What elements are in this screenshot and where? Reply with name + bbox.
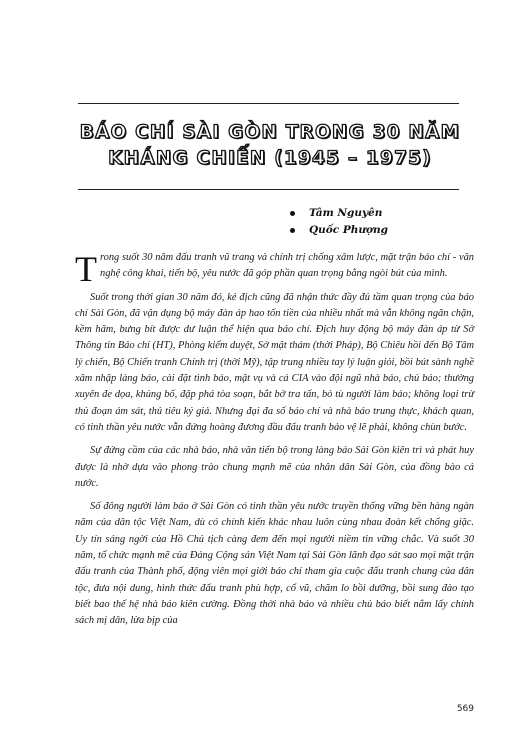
paragraph-4: Số đông người làm báo ở Sài Gòn có tinh thần yêu nước truyền thống vững bền hàng ngàn năm của dân tộc Việt Nam, dù có chính kiến khác nhau luôn cùng nhau đoàn kết chống giặc. Uy tín sáng ngời của Hồ Chủ tịch càng đem đến mọi người niềm tin vững chắc. Và suốt 30 năm, tổ chức mạnh mẽ của Đảng Cộng sản Việt Nam tại Sài Gòn lãnh đạo sát sao mọi mặt trận đấu tranh của Thành phố, động viên mọi giới báo chí tham gia cuộc đấu tranh chung của dân tộc, đưa nội dung, hình thức đấu tranh phù hợp, cổ vũ, chăm lo bồi dưỡng, bồi sung đào tạo biết bao thế hệ nhà báo kiên cường. Đồng thời nhà báo và nhiều chủ báo biết nắm lấy chính sách mị dân, lừa bịp của [75, 501, 474, 627]
article-title [70, 120, 470, 172]
paragraph-1-text: rong suốt 30 năm đấu tranh vũ trang và chính trị chống xâm lược, mặt trận báo chí - văn nghệ công khai, tiến bộ, yêu nước đã góp phần quan trọng bằng ngòi bút của mình. [100, 252, 474, 280]
bullet-icon [290, 228, 295, 233]
title-line-1: BÁO CHÍ SÀI GÒN TRONG 30 NĂM [79, 122, 461, 143]
page-number: 569 [456, 704, 474, 714]
article-body [75, 250, 474, 637]
bottom-rule [78, 189, 459, 190]
top-rule [78, 103, 459, 104]
author-item [290, 222, 388, 239]
bullet-icon [290, 211, 295, 216]
author-list [290, 205, 388, 239]
author-name: Quốc Phượng [309, 224, 388, 236]
author-name: Tâm Nguyên [309, 207, 383, 219]
author-item [290, 205, 388, 222]
paragraph-2: Suốt trong thời gian 30 năm đó, kẻ địch cũng đã nhận thức đầy đủ tầm quan trọng của báo chí Sài Gòn, đã vận dụng bộ máy đàn áp hao tốn tiền của nhiều nhất mà vẫn không ngăn chặn, kềm hãm, bưng bít được dư luận thể hiện qua báo chí. Địch huy động bộ máy đàn áp từ Sở Thông tin Báo chí (HT), Phòng kiểm duyệt, Sở mật thám (thời Pháp), Bộ Chiêu hồi đến Bộ Tâm lý chiến, Bộ Chiến tranh Chính trị (thời Mỹ), tập trung nhiều tay lý luận giỏi, bồi bút sành nghề xâm nhập làng báo, cài đặt tình báo, mật vụ và cả CIA vào đội ngũ nhà báo, chủ báo; thường xuyên đe dọa, khủng bố, đập phá tòa soạn, bắt bớ tra tấn, bỏ tù người làm báo; không loại trừ thủ đoạn ám sát, thủ tiêu ký giả. Nhưng đại đa số báo chí và nhà báo trung thực, khách quan, có tinh thần yêu nước vẫn đứng hoàng đương đầu đấu tranh bảo vệ lẽ phải, không chùn bước. [75, 291, 474, 433]
drop-cap: T [75, 249, 97, 289]
paragraph-3: Sự đứng cầm của các nhà báo, nhà văn tiến bộ trong làng báo Sài Gòn kiên trì và phát huy được là nhờ dựa vào phong trào chung mạnh mẽ của nhân dân Sài Gòn, của đồng bào cả nước. [75, 445, 474, 489]
title-line-2: KHÁNG CHIẾN (1945 – 1975) [108, 148, 432, 169]
paragraph-1 [75, 249, 474, 289]
